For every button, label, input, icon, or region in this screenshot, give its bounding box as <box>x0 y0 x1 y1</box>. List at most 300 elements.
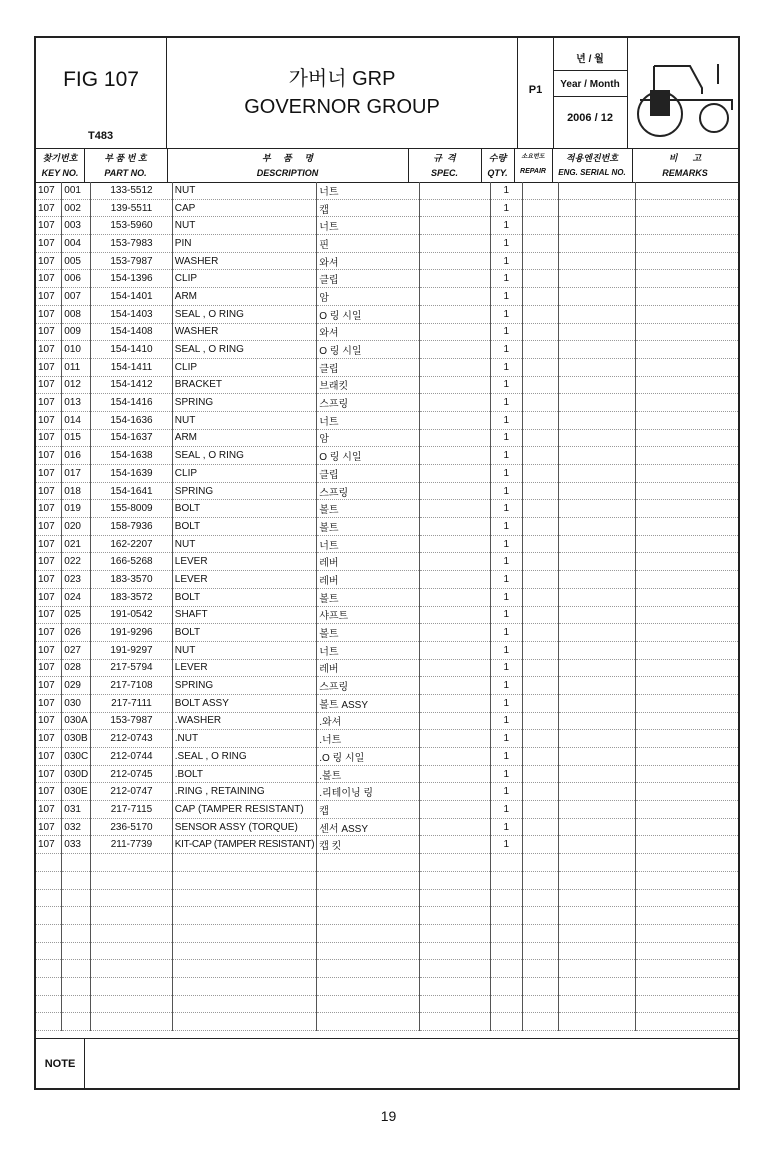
repair-cell <box>522 659 559 677</box>
fig-cell <box>36 1013 62 1031</box>
remarks-cell <box>636 783 738 801</box>
table-row <box>36 288 738 306</box>
key-cell: 009 <box>62 323 91 341</box>
fig-cell: 107 <box>36 217 62 235</box>
description-ko-cell: .너트 <box>317 730 420 748</box>
key-cell: 005 <box>62 252 91 270</box>
serial-cell <box>559 1013 636 1031</box>
description-ko-cell: 너트 <box>317 535 420 553</box>
fig-cell: 107 <box>36 182 62 199</box>
spec-cell <box>420 482 490 500</box>
qty-header-en: QTY. <box>487 168 508 178</box>
description-ko-cell: 레버 <box>317 659 420 677</box>
remarks-cell <box>636 553 738 571</box>
spec-cell <box>420 836 490 854</box>
description-cell <box>172 977 316 995</box>
spec-cell <box>420 553 490 571</box>
repair-cell <box>522 907 559 925</box>
description-cell: LEVER <box>172 571 316 589</box>
qty-cell: 1 <box>490 199 522 217</box>
fig-cell: 107 <box>36 429 62 447</box>
description-ko-cell: 너트 <box>317 641 420 659</box>
key-cell: 029 <box>62 677 91 695</box>
part-no-cell <box>91 924 173 942</box>
key-cell: 021 <box>62 535 91 553</box>
part-no-cell: 191-0542 <box>91 606 173 624</box>
qty-cell <box>490 871 522 889</box>
spec-cell <box>420 288 490 306</box>
repair-cell <box>522 924 559 942</box>
description-ko-cell: 클립 <box>317 270 420 288</box>
remarks-cell <box>636 677 738 695</box>
fig-number: FIG 107 <box>63 68 139 91</box>
part-no-cell: 154-1412 <box>91 376 173 394</box>
repair-cell <box>522 447 559 465</box>
spec-header-en: SPEC. <box>430 168 458 178</box>
key-cell: 007 <box>62 288 91 306</box>
fig-cell: 107 <box>36 235 62 253</box>
spec-cell <box>420 376 490 394</box>
serial-cell <box>559 606 636 624</box>
part-no-cell: 154-1411 <box>91 358 173 376</box>
serial-cell <box>559 942 636 960</box>
part-no-cell: 154-1416 <box>91 394 173 412</box>
part-no-cell <box>91 977 173 995</box>
remarks-cell <box>636 270 738 288</box>
part-no-cell: 217-7111 <box>91 694 173 712</box>
part-no-cell: 154-1410 <box>91 341 173 359</box>
spec-cell <box>420 217 490 235</box>
remarks-cell <box>636 801 738 819</box>
table-row <box>36 182 738 199</box>
description-cell: NUT <box>172 217 316 235</box>
serial-cell <box>559 748 636 766</box>
remarks-cell <box>636 765 738 783</box>
remarks-cell <box>636 942 738 960</box>
qty-cell: 1 <box>490 765 522 783</box>
remarks-cell <box>636 235 738 253</box>
part-no-cell: 154-1396 <box>91 270 173 288</box>
fig-cell: 107 <box>36 624 62 642</box>
serial-cell <box>559 500 636 518</box>
repair-cell <box>522 960 559 978</box>
description-ko-cell: 암 <box>317 288 420 306</box>
description-cell: LEVER <box>172 659 316 677</box>
serial-cell <box>559 783 636 801</box>
serial-cell <box>559 429 636 447</box>
description-ko-cell: .와셔 <box>317 712 420 730</box>
description-ko-cell: 볼트 <box>317 588 420 606</box>
fig-cell: 107 <box>36 518 62 536</box>
key-cell: 020 <box>62 518 91 536</box>
repair-cell <box>522 783 559 801</box>
description-cell <box>172 942 316 960</box>
serial-cell <box>559 270 636 288</box>
spec-cell <box>420 889 490 907</box>
fig-cell: 107 <box>36 694 62 712</box>
repair-cell <box>522 677 559 695</box>
qty-cell: 1 <box>490 358 522 376</box>
fig-cell: 107 <box>36 447 62 465</box>
spec-cell <box>420 748 490 766</box>
part-no-cell: 212-0747 <box>91 783 173 801</box>
column-header <box>36 148 738 183</box>
description-cell: WASHER <box>172 323 316 341</box>
spec-cell <box>420 341 490 359</box>
serial-cell <box>559 341 636 359</box>
empty-row <box>36 995 738 1013</box>
repair-cell <box>522 429 559 447</box>
description-ko-cell: 와셔 <box>317 252 420 270</box>
fig-cell <box>36 960 62 978</box>
remarks-cell <box>636 748 738 766</box>
description-cell: SEAL , O RING <box>172 305 316 323</box>
description-cell: BOLT ASSY <box>172 694 316 712</box>
description-cell: NUT <box>172 182 316 199</box>
spec-cell <box>420 447 490 465</box>
key-cell: 030E <box>62 783 91 801</box>
description-ko-cell: 캡 <box>317 199 420 217</box>
key-cell: 025 <box>62 606 91 624</box>
empty-row <box>36 942 738 960</box>
part-no-cell: 133-5512 <box>91 182 173 199</box>
repair-cell <box>522 270 559 288</box>
spec-cell <box>420 977 490 995</box>
spec-cell <box>420 765 490 783</box>
serial-cell <box>559 924 636 942</box>
description-ko-cell <box>317 854 420 872</box>
key-cell: 033 <box>62 836 91 854</box>
serial-cell <box>559 394 636 412</box>
qty-cell <box>490 942 522 960</box>
table-row <box>36 217 738 235</box>
part-no-cell: 154-1637 <box>91 429 173 447</box>
repair-cell <box>522 341 559 359</box>
remarks-cell <box>636 659 738 677</box>
repair-cell <box>522 482 559 500</box>
fig-cell: 107 <box>36 748 62 766</box>
repair-cell <box>522 288 559 306</box>
part-no-cell <box>91 942 173 960</box>
remarks-cell <box>636 429 738 447</box>
key-cell: 008 <box>62 305 91 323</box>
description-ko-cell: 클립 <box>317 465 420 483</box>
qty-cell: 1 <box>490 553 522 571</box>
empty-row <box>36 1013 738 1031</box>
repair-cell <box>522 518 559 536</box>
spec-cell <box>420 305 490 323</box>
qty-cell: 1 <box>490 323 522 341</box>
part-no-cell: 166-5268 <box>91 553 173 571</box>
repair-cell <box>522 977 559 995</box>
spec-cell <box>420 801 490 819</box>
description-ko-cell: 레버 <box>317 571 420 589</box>
qty-cell: 1 <box>490 571 522 589</box>
description-cell: NUT <box>172 641 316 659</box>
serial-cell <box>559 588 636 606</box>
fig-cell: 107 <box>36 199 62 217</box>
description-ko-cell: 스프링 <box>317 677 420 695</box>
description-cell <box>172 907 316 925</box>
key-cell: 012 <box>62 376 91 394</box>
key-cell <box>62 907 91 925</box>
fig-cell: 107 <box>36 341 62 359</box>
description-ko-cell: 볼트 ASSY <box>317 694 420 712</box>
table-row <box>36 624 738 642</box>
spec-cell <box>420 199 490 217</box>
year-month-label-en: Year / Month <box>560 79 620 90</box>
spec-cell <box>420 588 490 606</box>
repair-cell <box>522 217 559 235</box>
table-row <box>36 535 738 553</box>
qty-cell: 1 <box>490 588 522 606</box>
spec-cell <box>420 394 490 412</box>
spec-cell <box>420 235 490 253</box>
serial-cell <box>559 482 636 500</box>
description-ko-cell: 샤프트 <box>317 606 420 624</box>
description-cell: ARM <box>172 288 316 306</box>
key-cell <box>62 871 91 889</box>
empty-row <box>36 960 738 978</box>
description-cell <box>172 960 316 978</box>
spec-cell <box>420 641 490 659</box>
remarks-cell <box>636 376 738 394</box>
serial-cell <box>559 641 636 659</box>
description-ko-cell <box>317 977 420 995</box>
spec-cell <box>420 960 490 978</box>
part-no-cell: 212-0744 <box>91 748 173 766</box>
qty-cell: 1 <box>490 694 522 712</box>
description-ko-cell: 와셔 <box>317 323 420 341</box>
key-cell: 011 <box>62 358 91 376</box>
description-cell: .NUT <box>172 730 316 748</box>
table-row <box>36 818 738 836</box>
repair-cell <box>522 730 559 748</box>
remarks-cell <box>636 730 738 748</box>
part-no-cell: 154-1408 <box>91 323 173 341</box>
description-cell: .BOLT <box>172 765 316 783</box>
spec-cell <box>420 907 490 925</box>
remarks-cell <box>636 694 738 712</box>
remarks-cell <box>636 358 738 376</box>
description-ko-cell: O 링 시일 <box>317 341 420 359</box>
repair-cell <box>522 571 559 589</box>
description-ko-cell: 볼트 <box>317 624 420 642</box>
table-row <box>36 252 738 270</box>
description-cell <box>172 854 316 872</box>
key-cell: 022 <box>62 553 91 571</box>
table-row <box>36 447 738 465</box>
serial-header-ko: 적용엔진번호 <box>565 153 619 163</box>
qty-cell: 1 <box>490 535 522 553</box>
part-no-cell: 217-5794 <box>91 659 173 677</box>
divider <box>554 96 627 97</box>
serial-header-en: ENG. SERIAL NO. <box>558 168 626 177</box>
serial-cell <box>559 182 636 199</box>
spec-cell <box>420 535 490 553</box>
fig-cell: 107 <box>36 801 62 819</box>
part-no-cell <box>91 995 173 1013</box>
remarks-cell <box>636 288 738 306</box>
spec-cell <box>420 323 490 341</box>
table-row <box>36 659 738 677</box>
part-no-cell: 155-8009 <box>91 500 173 518</box>
description-ko-cell: 스프링 <box>317 482 420 500</box>
repair-cell <box>522 358 559 376</box>
repair-cell <box>522 942 559 960</box>
serial-cell <box>559 252 636 270</box>
repair-cell <box>522 394 559 412</box>
repair-cell <box>522 235 559 253</box>
fig-cell: 107 <box>36 465 62 483</box>
spec-cell <box>420 712 490 730</box>
serial-cell <box>559 907 636 925</box>
description-ko-cell <box>317 995 420 1013</box>
description-ko-cell <box>317 889 420 907</box>
part-no-cell: 183-3572 <box>91 588 173 606</box>
part-no-cell: 154-1636 <box>91 411 173 429</box>
part-no-cell: 162-2207 <box>91 535 173 553</box>
fig-cell: 107 <box>36 659 62 677</box>
remarks-cell <box>636 712 738 730</box>
serial-cell <box>559 712 636 730</box>
description-ko-cell: 레버 <box>317 553 420 571</box>
table-row <box>36 429 738 447</box>
spec-cell <box>420 182 490 199</box>
remarks-cell <box>636 411 738 429</box>
qty-cell: 1 <box>490 217 522 235</box>
key-cell: 013 <box>62 394 91 412</box>
qty-cell: 1 <box>490 182 522 199</box>
qty-cell: 1 <box>490 252 522 270</box>
spec-cell <box>420 411 490 429</box>
table-row <box>36 641 738 659</box>
spec-cell <box>420 606 490 624</box>
key-cell: 030A <box>62 712 91 730</box>
description-ko-cell: 브래킷 <box>317 376 420 394</box>
parts-sheet <box>34 36 740 1090</box>
spec-cell <box>420 518 490 536</box>
remarks-cell <box>636 606 738 624</box>
description-ko-cell: 캡 <box>317 801 420 819</box>
fig-cell: 107 <box>36 783 62 801</box>
qty-cell: 1 <box>490 606 522 624</box>
qty-cell: 1 <box>490 394 522 412</box>
table-row <box>36 606 738 624</box>
qty-cell <box>490 907 522 925</box>
fig-cell: 107 <box>36 553 62 571</box>
spec-cell <box>420 730 490 748</box>
fig-cell: 107 <box>36 305 62 323</box>
serial-cell <box>559 960 636 978</box>
key-cell <box>62 960 91 978</box>
description-cell: .RING , RETAINING <box>172 783 316 801</box>
empty-row <box>36 871 738 889</box>
serial-cell <box>559 995 636 1013</box>
repair-cell <box>522 199 559 217</box>
qty-cell: 1 <box>490 447 522 465</box>
key-cell: 026 <box>62 624 91 642</box>
description-ko-cell: 클립 <box>317 358 420 376</box>
serial-cell <box>559 659 636 677</box>
fig-cell: 107 <box>36 588 62 606</box>
repair-cell <box>522 712 559 730</box>
repair-cell <box>522 641 559 659</box>
description-cell: BRACKET <box>172 376 316 394</box>
serial-cell <box>559 694 636 712</box>
spec-cell <box>420 818 490 836</box>
key-cell: 016 <box>62 447 91 465</box>
part-no-cell: 154-1401 <box>91 288 173 306</box>
remarks-cell <box>636 305 738 323</box>
description-cell <box>172 871 316 889</box>
key-header-en: KEY NO. <box>41 168 79 178</box>
repair-cell <box>522 305 559 323</box>
fig-cell <box>36 924 62 942</box>
key-cell: 003 <box>62 217 91 235</box>
remarks-cell <box>636 341 738 359</box>
qty-cell: 1 <box>490 518 522 536</box>
description-ko-cell: 너트 <box>317 411 420 429</box>
serial-cell <box>559 305 636 323</box>
empty-row <box>36 977 738 995</box>
qty-cell: 1 <box>490 305 522 323</box>
year-month-label-ko: 년 / 월 <box>576 54 604 65</box>
part-no-cell <box>91 960 173 978</box>
year-month-value: 2006 / 12 <box>567 112 613 124</box>
table-row <box>36 836 738 854</box>
fig-cell: 107 <box>36 288 62 306</box>
serial-cell <box>559 235 636 253</box>
description-cell: .SEAL , O RING <box>172 748 316 766</box>
repair-cell <box>522 323 559 341</box>
table-row <box>36 765 738 783</box>
table-row <box>36 712 738 730</box>
group-title-en: GOVERNOR GROUP <box>244 96 440 118</box>
qty-cell: 1 <box>490 465 522 483</box>
description-ko-cell <box>317 960 420 978</box>
key-cell <box>62 854 91 872</box>
table-row <box>36 677 738 695</box>
description-ko-cell <box>317 942 420 960</box>
key-header-ko: 찾기번호 <box>42 153 78 163</box>
empty-row <box>36 907 738 925</box>
repair-cell <box>522 765 559 783</box>
description-cell: CLIP <box>172 358 316 376</box>
note-section <box>36 1038 738 1089</box>
tractor-icon <box>632 44 736 142</box>
qty-cell: 1 <box>490 783 522 801</box>
key-cell: 001 <box>62 182 91 199</box>
part-no-cell: 212-0743 <box>91 730 173 748</box>
spec-cell <box>420 942 490 960</box>
remarks-cell <box>636 995 738 1013</box>
fig-cell: 107 <box>36 818 62 836</box>
remarks-cell <box>636 641 738 659</box>
spec-cell <box>420 995 490 1013</box>
fig-cell: 107 <box>36 500 62 518</box>
description-ko-cell: 너트 <box>317 217 420 235</box>
table-row <box>36 376 738 394</box>
description-cell: CAP <box>172 199 316 217</box>
table-row <box>36 394 738 412</box>
part-no-cell <box>91 907 173 925</box>
serial-cell <box>559 535 636 553</box>
page-code: P1 <box>528 84 543 96</box>
fig-cell: 107 <box>36 730 62 748</box>
table-row <box>36 199 738 217</box>
key-cell: 019 <box>62 500 91 518</box>
